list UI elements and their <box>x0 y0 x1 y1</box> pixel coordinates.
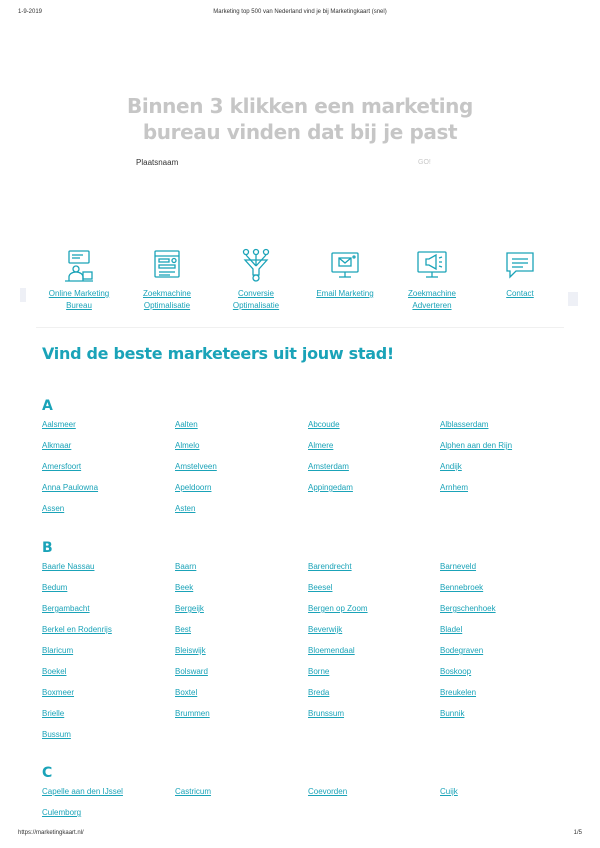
nav-label <box>387 288 477 312</box>
city-link[interactable]: Boekel <box>42 667 67 676</box>
letter-heading: A <box>42 398 53 414</box>
hero-title <box>0 93 600 145</box>
email-monitor-icon <box>328 248 362 282</box>
city-link[interactable]: Bunnik <box>440 709 465 718</box>
nav-label-line-2: Bureau <box>66 301 92 310</box>
nav-label-line-1: Zoekmachine <box>407 289 457 298</box>
nav-label <box>300 288 390 300</box>
city-link[interactable]: Castricum <box>175 787 212 796</box>
city-link[interactable]: Brummen <box>175 709 210 718</box>
nav-zoekmachine-optimalisatie[interactable] <box>122 248 212 312</box>
city-link[interactable]: Amstelveen <box>175 462 217 471</box>
city-link[interactable]: Blaricum <box>42 646 74 655</box>
city-link[interactable]: Beek <box>175 583 194 592</box>
city-link[interactable]: Almelo <box>175 441 200 450</box>
city-link[interactable]: Asten <box>175 504 196 513</box>
nav-contact[interactable] <box>475 248 565 300</box>
city-link[interactable]: Best <box>175 625 192 634</box>
nav-label-line-1: Email Marketing <box>316 289 374 298</box>
city-link[interactable]: Alblasserdam <box>440 420 489 429</box>
nav-label <box>34 288 124 312</box>
chat-bubble-icon <box>503 248 537 282</box>
city-link[interactable]: Appingedam <box>308 483 353 492</box>
city-link[interactable]: Almere <box>308 441 334 450</box>
nav-label-line-2: Optimalisatie <box>232 301 280 310</box>
city-link[interactable]: Bergeijk <box>175 604 204 613</box>
city-link[interactable]: Cuijk <box>440 787 458 796</box>
city-link[interactable]: Bergschenhoek <box>440 604 496 613</box>
city-link[interactable]: Baarle Nassau <box>42 562 95 571</box>
city-link[interactable]: Bennebroek <box>440 583 484 592</box>
presenter-icon <box>62 248 96 282</box>
nav-conversie-optimalisatie[interactable] <box>211 248 301 312</box>
nav-label <box>122 288 212 312</box>
letter-heading: C <box>42 765 53 781</box>
city-link[interactable]: Barneveld <box>440 562 477 571</box>
print-url: https://marketingkaart.nl/ <box>18 830 84 836</box>
funnel-icon <box>239 248 273 282</box>
city-link[interactable]: Bodegraven <box>440 646 484 655</box>
city-link[interactable]: Arnhem <box>440 483 469 492</box>
city-link[interactable]: Capelle aan den IJssel <box>42 787 123 796</box>
city-link[interactable]: Beverwijk <box>308 625 343 634</box>
hero-title-line-1: Binnen 3 klikken een marketing <box>127 94 473 119</box>
letter-heading: B <box>42 540 53 556</box>
print-header <box>0 0 600 20</box>
city-link[interactable]: Breda <box>308 688 330 697</box>
go-button[interactable]: GO! <box>418 156 431 168</box>
city-link[interactable]: Apeldoorn <box>175 483 212 492</box>
city-link[interactable]: Coevorden <box>308 787 348 796</box>
city-link[interactable]: Abcoude <box>308 420 340 429</box>
city-link[interactable]: Barendrecht <box>308 562 352 571</box>
city-link[interactable]: Bladel <box>440 625 463 634</box>
nav-label-line-1: Conversie <box>237 289 274 298</box>
nav-email-marketing[interactable] <box>300 248 390 300</box>
city-link[interactable]: Assen <box>42 504 65 513</box>
hero-title-line-2: bureau vinden dat bij je past <box>142 120 458 145</box>
city-search-input[interactable] <box>136 156 386 168</box>
city-link[interactable]: Alkmaar <box>42 441 72 450</box>
side-tab-right[interactable] <box>568 292 578 306</box>
nav-label <box>475 288 565 300</box>
city-link[interactable]: Aalten <box>175 420 198 429</box>
city-link[interactable]: Beesel <box>308 583 333 592</box>
nav-online-marketing-bureau[interactable] <box>34 248 124 312</box>
browser-window-icon <box>150 248 184 282</box>
city-link[interactable]: Alphen aan den Rijn <box>440 441 513 450</box>
city-link[interactable]: Borne <box>308 667 330 676</box>
city-link[interactable]: Bergen op Zoom <box>308 604 368 613</box>
nav-label-line-1: Zoekmachine <box>142 289 192 298</box>
nav-label-line-1: Contact <box>506 289 534 298</box>
city-link[interactable]: Bloemendaal <box>308 646 355 655</box>
city-link[interactable]: Brielle <box>42 709 65 718</box>
city-link[interactable]: Culemborg <box>42 808 82 817</box>
city-link[interactable]: Breukelen <box>440 688 477 697</box>
city-link[interactable]: Boxmeer <box>42 688 75 697</box>
city-link[interactable]: Boxtel <box>175 688 198 697</box>
city-link[interactable]: Berkel en Rodenrijs <box>42 625 112 634</box>
side-tab-left[interactable] <box>20 288 26 302</box>
city-link[interactable]: Bergambacht <box>42 604 90 613</box>
nav-zoekmachine-adverteren[interactable] <box>387 248 477 312</box>
print-page-number: 1/5 <box>573 830 582 836</box>
city-link[interactable]: Anna Paulowna <box>42 483 99 492</box>
city-link[interactable]: Boskoop <box>440 667 472 676</box>
print-date: 1-9-2019 <box>18 9 43 15</box>
nav-label <box>211 288 301 312</box>
city-link[interactable]: Bleiswijk <box>175 646 206 655</box>
nav-label-line-2: Adverteren <box>412 301 452 310</box>
print-page-title: Marketing top 500 van Nederland vind je bij Marketingkaart (snel) <box>213 9 387 15</box>
city-link[interactable]: Amersfoort <box>42 462 82 471</box>
section-title: Vind de beste marketeers uit jouw stad! <box>42 344 394 363</box>
city-link[interactable]: Bussum <box>42 730 71 739</box>
city-link[interactable]: Baarn <box>175 562 197 571</box>
city-link[interactable]: Bedum <box>42 583 68 592</box>
city-link[interactable]: Brunssum <box>308 709 345 718</box>
divider <box>36 327 564 328</box>
nav-label-line-2: Optimalisatie <box>143 301 191 310</box>
print-footer <box>0 828 600 842</box>
nav-label-line-1: Online Marketing <box>48 289 110 298</box>
megaphone-icon <box>415 248 449 282</box>
city-link[interactable]: Bolsward <box>175 667 208 676</box>
city-link[interactable]: Andijk <box>440 462 462 471</box>
city-link[interactable]: Aalsmeer <box>42 420 76 429</box>
city-link[interactable]: Amsterdam <box>308 462 349 471</box>
